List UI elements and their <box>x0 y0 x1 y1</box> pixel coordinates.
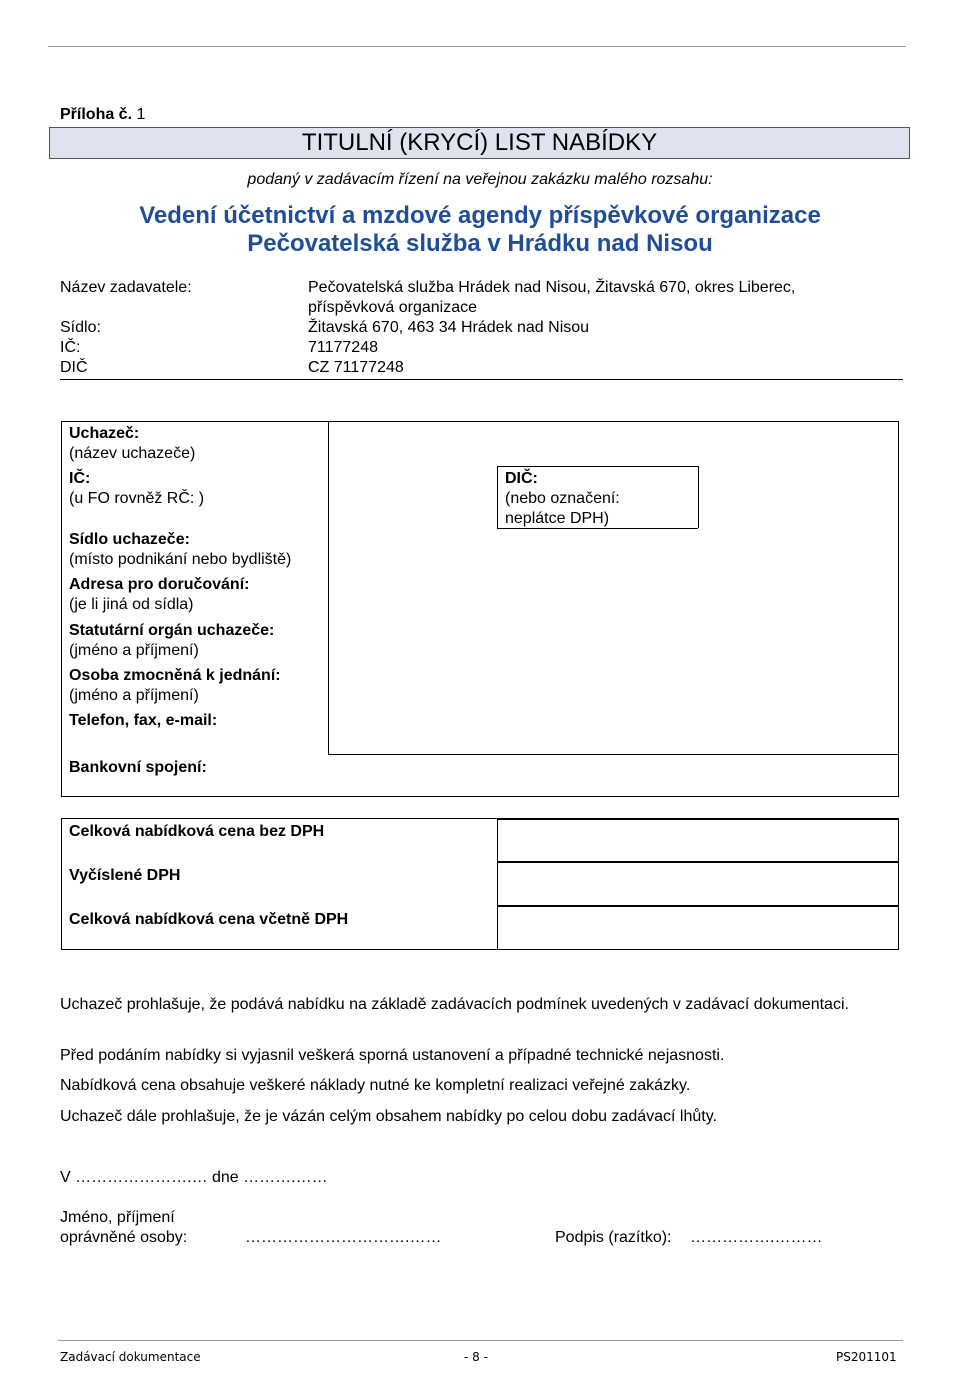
declaration-4: Uchazeč dále prohlašuje, že je vázán celým obsahem nabídky po celou dobu zadávací lhůty. <box>60 1108 717 1125</box>
authorized-name-label-line1: Jméno, příjmení <box>60 1209 175 1226</box>
subtitle: podaný v zadávacím řízení na veřejnou zakázku malého rozsahu: <box>247 171 713 188</box>
authority-name-line1: Pečovatelská služba Hrádek nad Nisou, Žitavská 670, okres Liberec, <box>308 279 796 296</box>
page-number: - 8 - <box>464 1350 488 1364</box>
applicant-seat-hint: (místo podnikání nebo bydliště) <box>69 551 292 568</box>
price-row-divider-1 <box>497 861 899 863</box>
signature-label: Podpis (razítko): <box>555 1229 672 1246</box>
declaration-3: Nabídková cena obsahuje veškeré náklady nutné ke kompletní realizaci veřejné zakázky. <box>60 1077 691 1094</box>
authorized-name-dots: ………………………….…… <box>245 1229 442 1246</box>
applicant-seat-label: Sídlo uchazeče: <box>69 531 190 548</box>
authorized-name-label-line2: oprávněné osoby: <box>60 1229 188 1246</box>
applicant-ic-hint: (u FO rovněž RČ: ) <box>69 490 205 507</box>
header-rule <box>48 46 906 47</box>
applicant-ic-label: IČ: <box>69 470 91 487</box>
applicant-dic-hint-line1: (nebo označení: <box>505 490 620 507</box>
applicant-dic-hint-line2: neplátce DPH) <box>505 510 610 527</box>
authority-ic-label: IČ: <box>60 339 81 356</box>
authority-seat-label: Sídlo: <box>60 319 101 336</box>
page-title: TITULNÍ (KRYCÍ) LIST NABÍDKY <box>49 127 910 159</box>
declaration-1: Uchazeč prohlašuje, že podává nabídku na základě zadávacích podmínek uvedených v zadávací dokumentaci. <box>60 996 849 1013</box>
price-vat-label: Vyčíslené DPH <box>69 867 181 884</box>
authority-name-line2: příspěvková organizace <box>308 299 477 316</box>
footer-left: Zadávací dokumentace <box>60 1350 201 1364</box>
applicant-bank-label: Bankovní spojení: <box>69 759 207 776</box>
dic-cell-right-border <box>698 466 699 528</box>
price-row-divider-2 <box>497 905 899 907</box>
applicant-name-hint: (název uchazeče) <box>69 445 196 462</box>
dic-cell-left-border <box>497 466 498 528</box>
applicant-statutory-label: Statutární orgán uchazeče: <box>69 622 275 639</box>
footer-rule <box>58 1340 903 1341</box>
footer-right: PS201101 <box>836 1350 897 1364</box>
place-date-line: V ………………….… dne ……….…… <box>60 1169 328 1186</box>
authority-divider <box>60 379 903 380</box>
applicant-address-hint: (je li jiná od sídla) <box>69 596 194 613</box>
signature-dots: …………….……… <box>690 1229 823 1246</box>
declaration-2: Před podáním nabídky si vyjasnil veškerá sporná ustanovení a případné technické nejasnosti. <box>60 1047 725 1064</box>
applicant-authorized-label: Osoba zmocněná k jednání: <box>69 667 281 684</box>
applicant-name-label: Uchazeč: <box>69 425 140 442</box>
applicant-contact-label: Telefon, fax, e-mail: <box>69 712 218 729</box>
authority-ic-value: 71177248 <box>308 339 378 356</box>
project-title-line1: Vedení účetnictví a mzdové agendy příspěvkové organizace <box>139 202 821 229</box>
project-title-line2: Pečovatelská služba v Hrádku nad Nisou <box>247 230 713 257</box>
dic-cell-top-border <box>497 466 698 467</box>
applicant-authorized-hint: (jméno a příjmení) <box>69 687 199 704</box>
authority-dic-label: DIČ <box>60 359 88 376</box>
applicant-statutory-hint: (jméno a příjmení) <box>69 642 199 659</box>
authority-dic-value: CZ 71177248 <box>308 359 404 376</box>
price-without-vat-label: Celková nabídková cena bez DPH <box>69 823 325 840</box>
applicant-column-divider <box>328 421 329 754</box>
applicant-dic-label: DIČ: <box>505 470 538 487</box>
authority-seat-value: Žitavská 670, 463 34 Hrádek nad Nisou <box>308 319 590 336</box>
attachment-label: Příloha č. 1 <box>60 106 146 123</box>
price-row-top <box>497 818 899 820</box>
price-column-divider <box>497 818 498 950</box>
applicant-address-label: Adresa pro doručování: <box>69 576 250 593</box>
authority-name-label: Název zadavatele: <box>60 279 192 296</box>
price-with-vat-label: Celková nabídková cena včetně DPH <box>69 911 349 928</box>
applicant-bank-divider <box>328 754 899 755</box>
